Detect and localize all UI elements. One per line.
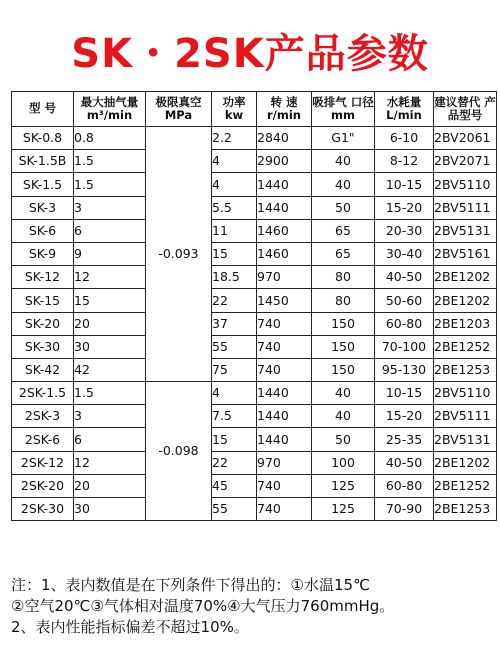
cell-port-diameter: 65 [312,242,375,265]
cell-power: 5.5 [212,196,257,219]
cell-speed: 1440 [257,428,312,451]
table-row [12,358,497,381]
cell-model: 2SK-3 [12,405,74,428]
cell-port-diameter: G1" [312,127,375,150]
cell-max-pumping-speed: 15 [74,289,146,312]
cell-model: SK-30 [12,335,74,358]
cell-speed: 970 [257,451,312,474]
cell-water-consumption: 8-12 [375,150,434,173]
cell-water-consumption: 30-40 [375,242,434,265]
cell-power: 11 [212,219,257,242]
cell-power: 55 [212,335,257,358]
cell-speed: 2840 [257,127,312,150]
cell-power: 55 [212,498,257,521]
cell-model: 2SK-12 [12,451,74,474]
cell-power: 4 [212,173,257,196]
cell-water-consumption: 15-20 [375,196,434,219]
cell-model: SK-1.5B [12,150,74,173]
cell-replacement-model: 2BE1252 [434,335,497,358]
cell-replacement-model: 2BV5110 [434,382,497,405]
cell-water-consumption: 20-30 [375,219,434,242]
header-speed: 转 速 r/min [257,92,312,127]
cell-model: SK-12 [12,266,74,289]
cell-replacement-model: 2BV5111 [434,405,497,428]
cell-replacement-model: 2BE1202 [434,289,497,312]
cell-replacement-model: 2BE1203 [434,312,497,335]
cell-speed: 740 [257,474,312,497]
cell-speed: 1440 [257,382,312,405]
cell-model: 2SK-1.5 [12,382,74,405]
cell-replacement-model: 2BE1202 [434,451,497,474]
table-row [12,382,497,405]
table-row [12,312,497,335]
cell-port-diameter: 125 [312,498,375,521]
note-line: 注：1、表内数值是在下列条件下得出的：①水温15℃ [11,576,370,594]
note-line: ②空气20℃③气体相对温度70%④大气压力760mmHg。 [11,597,395,615]
cell-power: 45 [212,474,257,497]
cell-model: 2SK-30 [12,498,74,521]
notes [11,575,496,638]
cell-model: SK-15 [12,289,74,312]
cell-water-consumption: 70-90 [375,498,434,521]
cell-replacement-model: 2BE1253 [434,358,497,381]
note-line: 2、表内性能指标偏差不超过10%。 [11,618,249,636]
cell-water-consumption: 10-15 [375,382,434,405]
cell-power: 22 [212,451,257,474]
table-row [12,428,497,451]
cell-model: SK-3 [12,196,74,219]
cell-water-consumption: 60-80 [375,312,434,335]
table-row [12,242,497,265]
cell-ultimate-vacuum: -0.093 [146,127,212,382]
cell-water-consumption: 10-15 [375,173,434,196]
cell-speed: 740 [257,498,312,521]
cell-power: 7.5 [212,405,257,428]
header-max-pumping-speed: 最大抽气量 m³/min [74,92,146,127]
cell-port-diameter: 65 [312,219,375,242]
cell-speed: 740 [257,312,312,335]
cell-replacement-model: 2BV2071 [434,150,497,173]
table-row [12,266,497,289]
cell-port-diameter: 40 [312,405,375,428]
cell-model: SK-9 [12,242,74,265]
cell-replacement-model: 2BV5131 [434,219,497,242]
cell-replacement-model: 2BE1202 [434,266,497,289]
cell-speed: 1440 [257,173,312,196]
table-row [12,196,497,219]
cell-power: 4 [212,150,257,173]
cell-replacement-model: 2BV5131 [434,428,497,451]
cell-max-pumping-speed: 6 [74,428,146,451]
table-row [12,219,497,242]
cell-max-pumping-speed: 20 [74,474,146,497]
header-water-consumption: 水耗量 L/min [375,92,434,127]
cell-speed: 970 [257,266,312,289]
cell-power: 2.2 [212,127,257,150]
cell-port-diameter: 80 [312,289,375,312]
cell-water-consumption: 40-50 [375,266,434,289]
cell-max-pumping-speed: 30 [74,335,146,358]
cell-max-pumping-speed: 1.5 [74,150,146,173]
table-body [12,127,497,521]
cell-max-pumping-speed: 1.5 [74,173,146,196]
header-power: 功率 kw [212,92,257,127]
cell-max-pumping-speed: 3 [74,405,146,428]
cell-max-pumping-speed: 30 [74,498,146,521]
header-port-diameter: 吸排气 口径mm [312,92,375,127]
cell-port-diameter: 50 [312,428,375,451]
cell-replacement-model: 2BV5110 [434,173,497,196]
cell-power: 4 [212,382,257,405]
cell-water-consumption: 6-10 [375,127,434,150]
table-row [12,474,497,497]
cell-replacement-model: 2BV5111 [434,196,497,219]
cell-speed: 1460 [257,242,312,265]
cell-max-pumping-speed: 12 [74,266,146,289]
header-ultimate-vacuum: 极限真空 MPa [146,92,212,127]
cell-model: SK-6 [12,219,74,242]
cell-max-pumping-speed: 42 [74,358,146,381]
page-title: SK・2SK产品参数 [71,31,429,77]
header-model: 型 号 [12,92,74,127]
cell-speed: 740 [257,358,312,381]
cell-water-consumption: 15-20 [375,405,434,428]
cell-replacement-model: 2BE1252 [434,474,497,497]
table-row [12,405,497,428]
cell-model: SK-42 [12,358,74,381]
cell-water-consumption: 70-100 [375,335,434,358]
cell-water-consumption: 60-80 [375,474,434,497]
cell-power: 15 [212,242,257,265]
cell-port-diameter: 40 [312,150,375,173]
cell-speed: 2900 [257,150,312,173]
cell-port-diameter: 125 [312,474,375,497]
cell-model: 2SK-20 [12,474,74,497]
cell-power: 22 [212,289,257,312]
cell-max-pumping-speed: 20 [74,312,146,335]
cell-model: SK-1.5 [12,173,74,196]
cell-replacement-model: 2BV2061 [434,127,497,150]
cell-speed: 1440 [257,196,312,219]
cell-port-diameter: 100 [312,451,375,474]
cell-port-diameter: 80 [312,266,375,289]
cell-max-pumping-speed: 0.8 [74,127,146,150]
cell-power: 75 [212,358,257,381]
cell-max-pumping-speed: 6 [74,219,146,242]
cell-port-diameter: 40 [312,173,375,196]
cell-water-consumption: 25-35 [375,428,434,451]
table-row [12,127,497,150]
cell-water-consumption: 50-60 [375,289,434,312]
table-row [12,289,497,312]
cell-replacement-model: 2BV5161 [434,242,497,265]
cell-model: 2SK-6 [12,428,74,451]
cell-ultimate-vacuum: -0.098 [146,382,212,521]
header-replacement-model: 建议替代 产品型号 [434,92,497,127]
table-header-row [12,92,497,127]
cell-model: SK-20 [12,312,74,335]
cell-power: 18.5 [212,266,257,289]
table-row [12,451,497,474]
cell-port-diameter: 150 [312,358,375,381]
cell-replacement-model: 2BE1253 [434,498,497,521]
cell-max-pumping-speed: 12 [74,451,146,474]
cell-port-diameter: 40 [312,382,375,405]
cell-port-diameter: 150 [312,312,375,335]
cell-max-pumping-speed: 3 [74,196,146,219]
table-row [12,335,497,358]
table-row [12,173,497,196]
cell-water-consumption: 95-130 [375,358,434,381]
cell-model: SK-0.8 [12,127,74,150]
cell-water-consumption: 40-50 [375,451,434,474]
cell-speed: 740 [257,335,312,358]
cell-max-pumping-speed: 9 [74,242,146,265]
cell-power: 37 [212,312,257,335]
cell-speed: 1440 [257,405,312,428]
cell-port-diameter: 50 [312,196,375,219]
cell-port-diameter: 150 [312,335,375,358]
cell-speed: 1460 [257,219,312,242]
product-parameter-table [11,91,497,521]
cell-max-pumping-speed: 1.5 [74,382,146,405]
cell-speed: 1450 [257,289,312,312]
cell-power: 15 [212,428,257,451]
table-row [12,498,497,521]
table-row [12,150,497,173]
